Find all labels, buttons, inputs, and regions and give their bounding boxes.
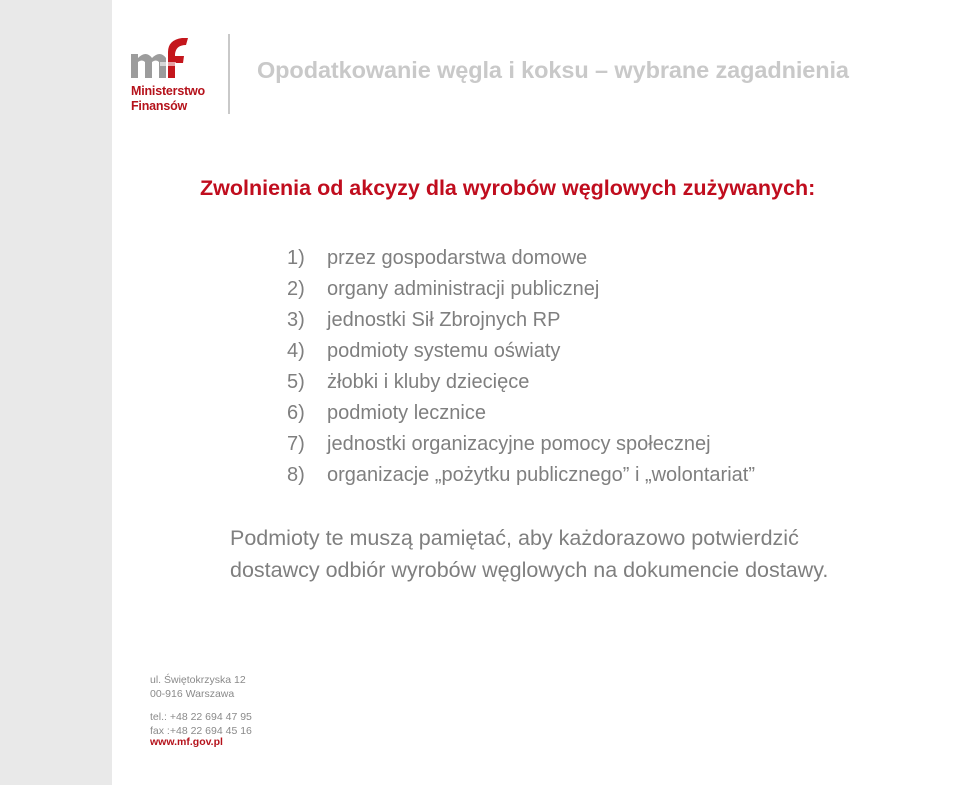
list-item-text: jednostki organizacyjne pomocy społecznej (327, 433, 711, 455)
exemption-list (287, 243, 755, 491)
note-line-1: Podmioty te muszą pamiętać, aby każdorazowo potwierdzić (230, 526, 799, 550)
logo-text-finansow: Finansów (131, 99, 188, 113)
footer-street: ul. Świętokrzyska 12 (150, 674, 246, 686)
list-item-number: 8) (287, 464, 305, 486)
list-item-number: 1) (287, 247, 305, 269)
ministry-logo (128, 32, 228, 118)
list-item (287, 243, 755, 274)
list-item-text: żłobki i kluby dziecięce (327, 371, 530, 393)
list-item-number: 2) (287, 278, 305, 300)
footer-city: 00-916 Warszawa (150, 688, 235, 700)
footer-contact (150, 710, 252, 738)
list-item-number: 7) (287, 433, 305, 455)
header-divider (228, 34, 230, 114)
footer-tel: tel.: +48 22 694 47 95 (150, 711, 252, 723)
list-item-text: przez gospodarstwa domowe (327, 247, 588, 269)
list-item-text: podmioty lecznice (327, 402, 486, 424)
list-item-number: 3) (287, 309, 305, 331)
footer-fax: fax :+48 22 694 45 16 (150, 725, 252, 737)
list-item (287, 367, 755, 398)
list-item (287, 305, 755, 336)
confirmation-note (230, 522, 828, 586)
list-item (287, 460, 755, 491)
footer-address (150, 673, 246, 701)
list-item-text: organizacje „pożytku publicznego” i „wolontariat” (327, 464, 755, 486)
presentation-title: Opodatkowanie węgla i koksu – wybrane zagadnienia (257, 57, 849, 83)
logo-text-ministerstwo: Ministerstwo (131, 84, 205, 98)
list-item (287, 429, 755, 460)
website-link[interactable]: www.mf.gov.pl (150, 736, 223, 748)
list-item-text: organy administracji publicznej (327, 278, 600, 300)
note-line-2: dostawcy odbiór wyrobów węglowych na dokumencie dostawy. (230, 558, 829, 582)
section-heading: Zwolnienia od akcyzy dla wyrobów węglowych zużywanych: (200, 176, 816, 200)
list-item-number: 6) (287, 402, 305, 424)
list-item-text: jednostki Sił Zbrojnych RP (327, 309, 561, 331)
list-item-number: 5) (287, 371, 305, 393)
mf-logo-icon (128, 32, 198, 82)
list-item (287, 336, 755, 367)
list-item-number: 4) (287, 340, 305, 362)
left-sidebar-band (0, 0, 112, 785)
list-item (287, 274, 755, 305)
list-item-text: podmioty systemu oświaty (327, 340, 561, 362)
list-item (287, 398, 755, 429)
